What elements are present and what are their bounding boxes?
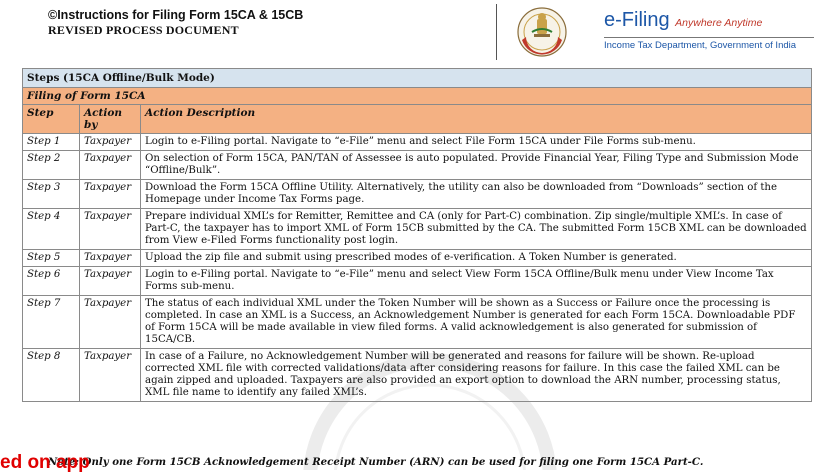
document-header — [48, 7, 468, 37]
action-by-cell: Taxpayer — [80, 267, 141, 296]
description-cell: In case of a Failure, no Acknowledgement Number will be generated and reasons for failure will be shown. Re-upload corrected XML file with corrected validations/data after considering reasons for failure. In this case the failed XML can be again zipped and uploaded. Taxpayers are also provided an export option to download the ARN number, processing status, XML file name to identify any failed XML’s. — [141, 349, 812, 402]
subsection-title: Filing of Form 15CA — [23, 88, 812, 105]
action-by-cell: Taxpayer — [80, 151, 141, 180]
footer-note: Note: Only one Form 15CB Acknowledgement Receipt Number (ARN) can be used for filing one Form 15CA Part-C. — [48, 456, 704, 468]
description-cell: Login to e-Filing portal. Navigate to “e-File” menu and select View Form 15CA Offline/Bulk menu under View Income Tax Forms sub-menu. — [141, 267, 812, 296]
column-header-row — [23, 105, 812, 134]
action-by-cell: Taxpayer — [80, 349, 141, 402]
table-row — [23, 180, 812, 209]
table-row — [23, 267, 812, 296]
efiling-logo — [604, 9, 819, 51]
document-subtitle: REVISED PROCESS DOCUMENT — [48, 23, 239, 37]
action-by-cell: Taxpayer — [80, 250, 141, 267]
table-row — [23, 209, 812, 250]
income-tax-emblem-icon — [516, 6, 568, 58]
step-cell: Step 7 — [23, 296, 80, 349]
step-cell: Step 8 — [23, 349, 80, 402]
action-by-cell: Taxpayer — [80, 296, 141, 349]
logo-department: Income Tax Department, Government of India — [604, 40, 797, 51]
table-row — [23, 349, 812, 402]
step-cell: Step 2 — [23, 151, 80, 180]
document-title: ©Instructions for Filing Form 15CA & 15CB — [48, 8, 304, 22]
action-by-cell: Taxpayer — [80, 180, 141, 209]
subsection-header-row — [23, 88, 812, 105]
step-cell: Step 5 — [23, 250, 80, 267]
description-cell: Login to e-Filing portal. Navigate to “e-File” menu and select File Form 15CA under File Forms sub-menu. — [141, 134, 812, 151]
table-row — [23, 151, 812, 180]
logo-tagline: Anywhere Anytime — [675, 17, 763, 29]
description-cell: The status of each individual XML under the Token Number will be shown as a Success or Failure once the processing is completed. In case an XML is a Success, an Acknowledgement Number is generated for each Form 15CA. Downloadable PDF of Form 15CA will be made available in view filed forms. A valid acknowledgement is also generated for submission of 15CA/CB. — [141, 296, 812, 349]
logo-rule — [604, 37, 814, 38]
table-row — [23, 250, 812, 267]
column-header-description: Action Description — [141, 105, 812, 134]
step-cell: Step 1 — [23, 134, 80, 151]
step-cell: Step 6 — [23, 267, 80, 296]
description-cell: On selection of Form 15CA, PAN/TAN of Assessee is auto populated. Provide Financial Year, Filing Type and Submission Mode “Offline/Bulk”. — [141, 151, 812, 180]
description-cell: Prepare individual XML’s for Remitter, Remittee and CA (only for Part-C) combination. Zip single/multiple XML’s. In case of Part-C, the taxpayer has to import XML of Form 15CB submitted by the CA. The submitted Form 15CB XML can be downloaded from View e-Filed Forms functionality post login. — [141, 209, 812, 250]
overlay-caption: ed on app — [0, 452, 90, 473]
header-divider — [496, 4, 497, 60]
table-row — [23, 134, 812, 151]
efiling-logo-text: e-Filing Anywhere Anytime — [604, 9, 763, 31]
step-cell: Step 3 — [23, 180, 80, 209]
section-title: Steps (15CA Offline/Bulk Mode) — [23, 69, 812, 88]
action-by-cell: Taxpayer — [80, 134, 141, 151]
step-cell: Step 4 — [23, 209, 80, 250]
description-cell: Download the Form 15CA Offline Utility. Alternatively, the utility can also be downloaded from “Downloads” section of the Homepage under Income Tax Forms page. — [141, 180, 812, 209]
steps-table — [22, 68, 812, 402]
column-header-action-by: Action by — [80, 105, 141, 134]
table-row — [23, 296, 812, 349]
column-header-step: Step — [23, 105, 80, 134]
action-by-cell: Taxpayer — [80, 209, 141, 250]
section-header-row — [23, 69, 812, 88]
description-cell: Upload the zip file and submit using prescribed modes of e-verification. A Token Number is generated. — [141, 250, 812, 267]
